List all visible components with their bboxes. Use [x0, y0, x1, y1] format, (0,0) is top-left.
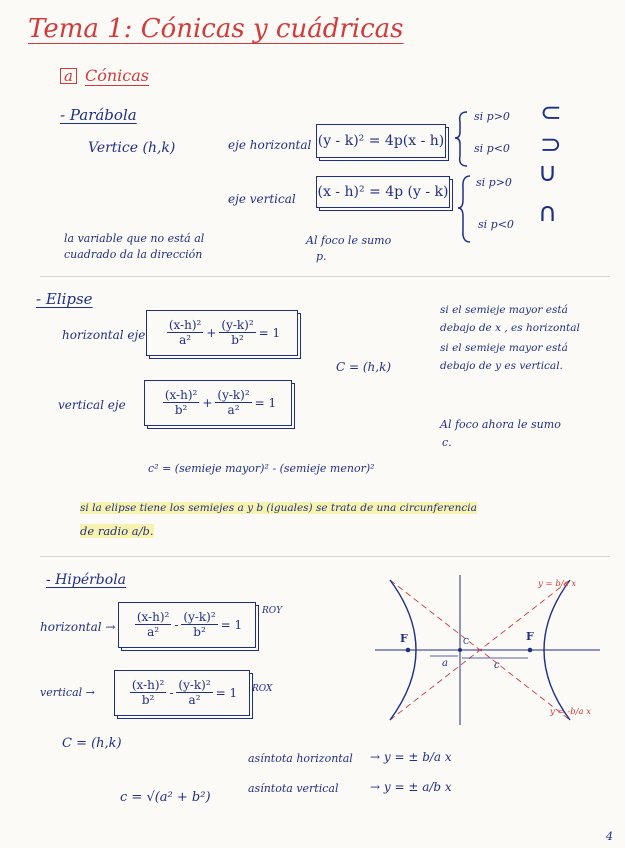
parabola-cond-1: si p>0	[474, 110, 510, 123]
hiperbola-v-axis-note: ROX	[252, 684, 273, 694]
parabola-vertex: Vertice (h,k)	[88, 140, 176, 156]
hiperbola-vertical-formula: $\frac{\text{(x-h)²}}{\text{b²}}$ - $\frac{\text{(y-k)²}}{\text{a²}}$ = 1	[114, 670, 250, 716]
asymptote-horizontal-label: asíntota horizontal	[248, 752, 353, 765]
elipse-note-3: si el semieje mayor está	[440, 342, 568, 354]
parabola-vertical-label: eje vertical	[228, 192, 296, 206]
section-marker: a	[60, 68, 77, 84]
hiperbola-horizontal-label: horizontal →	[40, 620, 116, 634]
diagram-center-point	[458, 648, 462, 652]
hiperbola-horizontal-formula: $\frac{\text{(x-h)²}}{\text{a²}}$ - $\frac{\text{(y-k)²}}{\text{b²}}$ = 1	[118, 602, 256, 648]
diagram-focus-right-point	[528, 648, 533, 653]
elipse-note-2: debajo de x , es horizontal	[440, 322, 580, 334]
hiperbola-heading: - Hipérbola	[46, 572, 127, 588]
parabola-cond-2: si p<0	[474, 142, 510, 155]
diagram-center-label: C	[463, 637, 470, 646]
diagram-asym-bottom: y = -b/a x	[550, 707, 592, 717]
parabola-brace-top	[452, 108, 472, 168]
elipse-horizontal-formula: $\frac{\text{(x-h)²}}{\text{a²}}$ + $\frac{\text{(y-k)²}}{\text{b²}}$ = 1	[146, 310, 298, 356]
parabola-note-line2: cuadrado da la dirección	[64, 248, 203, 261]
parabola-vertical-formula: (x - h)² = 4p (y - k)	[316, 176, 450, 208]
elipse-center: C = (h,k)	[336, 360, 392, 374]
elipse-note-4: debajo de y es vertical.	[440, 360, 563, 372]
hiperbola-vertical-label: vertical →	[40, 686, 95, 699]
hiperbola-center: C = (h,k)	[62, 736, 122, 751]
diagram-focus-right: F	[526, 630, 534, 643]
elipse-focus-2: c.	[442, 436, 452, 449]
elipse-focus-1: Al foco ahora le sumo	[440, 418, 561, 431]
page-mark: 4	[606, 830, 613, 843]
parabola-horizontal-formula: (y - k)² = 4p(x - h)	[316, 124, 446, 158]
section-heading: Cónicas	[85, 66, 150, 85]
hiperbola-c-formula: c = √(a² + b²)	[120, 790, 211, 805]
hyperbola-diagram	[370, 570, 610, 730]
separator-1	[40, 276, 610, 277]
parabola-glyph-open-down: ∩	[538, 198, 558, 228]
parabola-cond-4: si p<0	[478, 218, 514, 231]
elipse-circle-note-2: de radio a/b.	[80, 524, 154, 538]
elipse-vertical-formula: $\frac{\text{(x-h)²}}{\text{b²}}$ + $\frac{\text{(y-k)²}}{\text{a²}}$ = 1	[144, 380, 292, 426]
elipse-vertical-label: vertical eje	[58, 398, 126, 412]
hiperbola-h-axis-note: ROY	[262, 606, 283, 616]
parabola-glyph-open-left: ⊃	[540, 130, 562, 160]
elipse-circle-note-1: si la elipse tiene los semiejes a y b (iguales) se trata de una circunferencia	[80, 502, 477, 514]
separator-2	[40, 556, 610, 557]
parabola-brace-bottom	[456, 172, 476, 246]
elipse-note-1: si el semieje mayor está	[440, 304, 568, 316]
diagram-focus-left-point	[406, 648, 411, 653]
page-title: Tema 1: Cónicas y cuádricas	[28, 14, 404, 44]
asymptote-vertical-label: asíntota vertical	[248, 782, 339, 795]
diagram-a-label: a	[442, 658, 448, 669]
parabola-glyph-open-up: ∪	[538, 158, 558, 188]
parabola-note-line1: la variable que no está al	[64, 232, 205, 245]
parabola-focus-line2: p.	[316, 250, 327, 263]
asymptote-horizontal-formula: → y = ± b/a x	[370, 750, 452, 764]
elipse-c-formula: c² = (semieje mayor)² - (semieje menor)²	[148, 462, 375, 475]
asymptote-vertical-formula: → y = ± a/b x	[370, 780, 452, 794]
parabola-cond-3: si p>0	[476, 176, 512, 189]
elipse-heading: - Elipse	[36, 290, 93, 308]
parabola-horizontal-label: eje horizontal	[228, 138, 312, 152]
diagram-focus-left: F	[400, 632, 408, 645]
parabola-focus-line1: Al foco le sumo	[306, 234, 392, 247]
diagram-c-label: c	[494, 660, 500, 671]
elipse-horizontal-label: horizontal eje	[62, 328, 146, 342]
parabola-heading: - Parábola	[60, 106, 137, 124]
parabola-glyph-open-right: ⊂	[540, 98, 562, 128]
diagram-asym-top: y = b/a x	[538, 579, 577, 589]
